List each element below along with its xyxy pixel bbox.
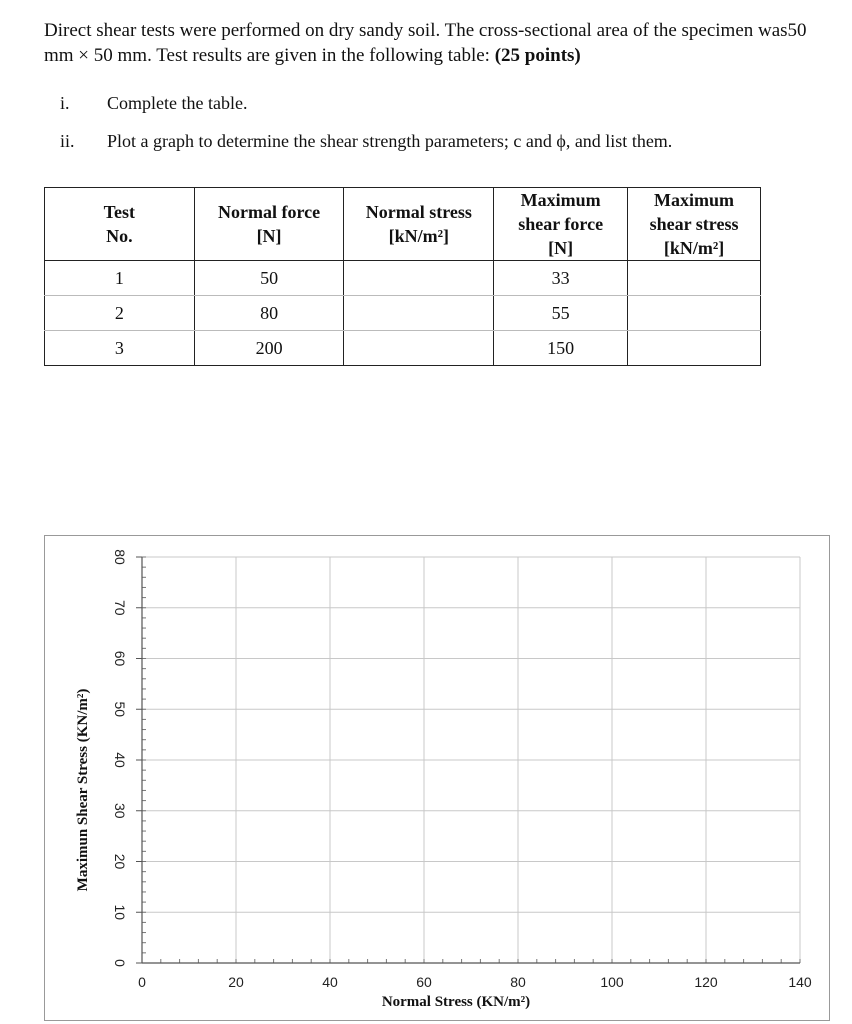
cell-normal-force: 200 [194,331,344,366]
y-tick-label: 70 [112,599,128,616]
x-tick-label: 40 [322,974,338,990]
y-tick-label: 80 [112,549,128,565]
x-tick-label: 20 [228,974,244,990]
table-row [45,296,761,331]
y-tick-label: 0 [112,959,128,967]
header-normal-stress: Normal stress [kN/m²] [344,188,494,261]
x-tick-label: 80 [510,974,526,990]
question-number: ii. [60,131,75,151]
y-tick-label: 10 [112,904,128,921]
cell-normal-force: 80 [194,296,344,331]
cell-max-shear-force: 150 [494,331,628,366]
x-tick-label: 120 [694,974,718,990]
y-tick-label: 40 [112,752,128,768]
y-tick-label: 60 [112,650,128,667]
x-tick-label: 0 [138,974,146,990]
x-tick-label: 140 [788,974,812,990]
points-label: (25 points) [494,45,581,66]
cell-normal-force: 50 [194,261,344,296]
table-header-row [45,188,761,261]
results-table [44,187,761,366]
header-max-shear-force: Maximum shear force [N] [494,188,628,261]
shear-stress-chart[interactable] [45,536,829,1020]
problem-intro-text: Direct shear tests were performed on dry sandy soil. The cross-sectional area of the specimen was50 mm × 50 mm. Test results are given in the following table: [44,20,807,66]
y-tick-label: 30 [112,802,128,819]
cell-normal-stress[interactable] [344,261,494,296]
cell-max-shear-stress[interactable] [628,261,761,296]
question-number: i. [60,93,70,113]
table-row [45,261,761,296]
cell-test-no: 3 [45,331,195,366]
cell-max-shear-stress[interactable] [628,296,761,331]
question-text: Plot a graph to determine the shear strength parameters; c and ϕ, and list them. [107,131,673,151]
header-max-shear-stress: Maximum shear stress [kN/m²] [628,188,761,261]
cell-normal-stress[interactable] [344,296,494,331]
cell-max-shear-force: 33 [494,261,628,296]
y-axis-title: Maximun Shear Stress (KN/m²) [75,688,91,892]
x-tick-label: 60 [416,974,432,990]
cell-max-shear-force: 55 [494,296,628,331]
chart-frame [44,535,830,1021]
cell-max-shear-stress[interactable] [628,331,761,366]
y-tick-label: 50 [112,701,128,718]
header-test-no: Test No. [45,188,195,261]
cell-test-no: 1 [45,261,195,296]
y-tick-label: 20 [112,853,128,870]
cell-test-no: 2 [45,296,195,331]
x-axis-title: Normal Stress (KN/m²) [381,994,531,1010]
problem-statement [44,18,834,68]
table-row [45,331,761,366]
question-item-1 [60,92,247,114]
question-item-2 [60,130,672,152]
question-text: Complete the table. [107,93,248,113]
x-tick-label: 100 [600,974,624,990]
header-normal-force: Normal force [N] [194,188,344,261]
cell-normal-stress[interactable] [344,331,494,366]
